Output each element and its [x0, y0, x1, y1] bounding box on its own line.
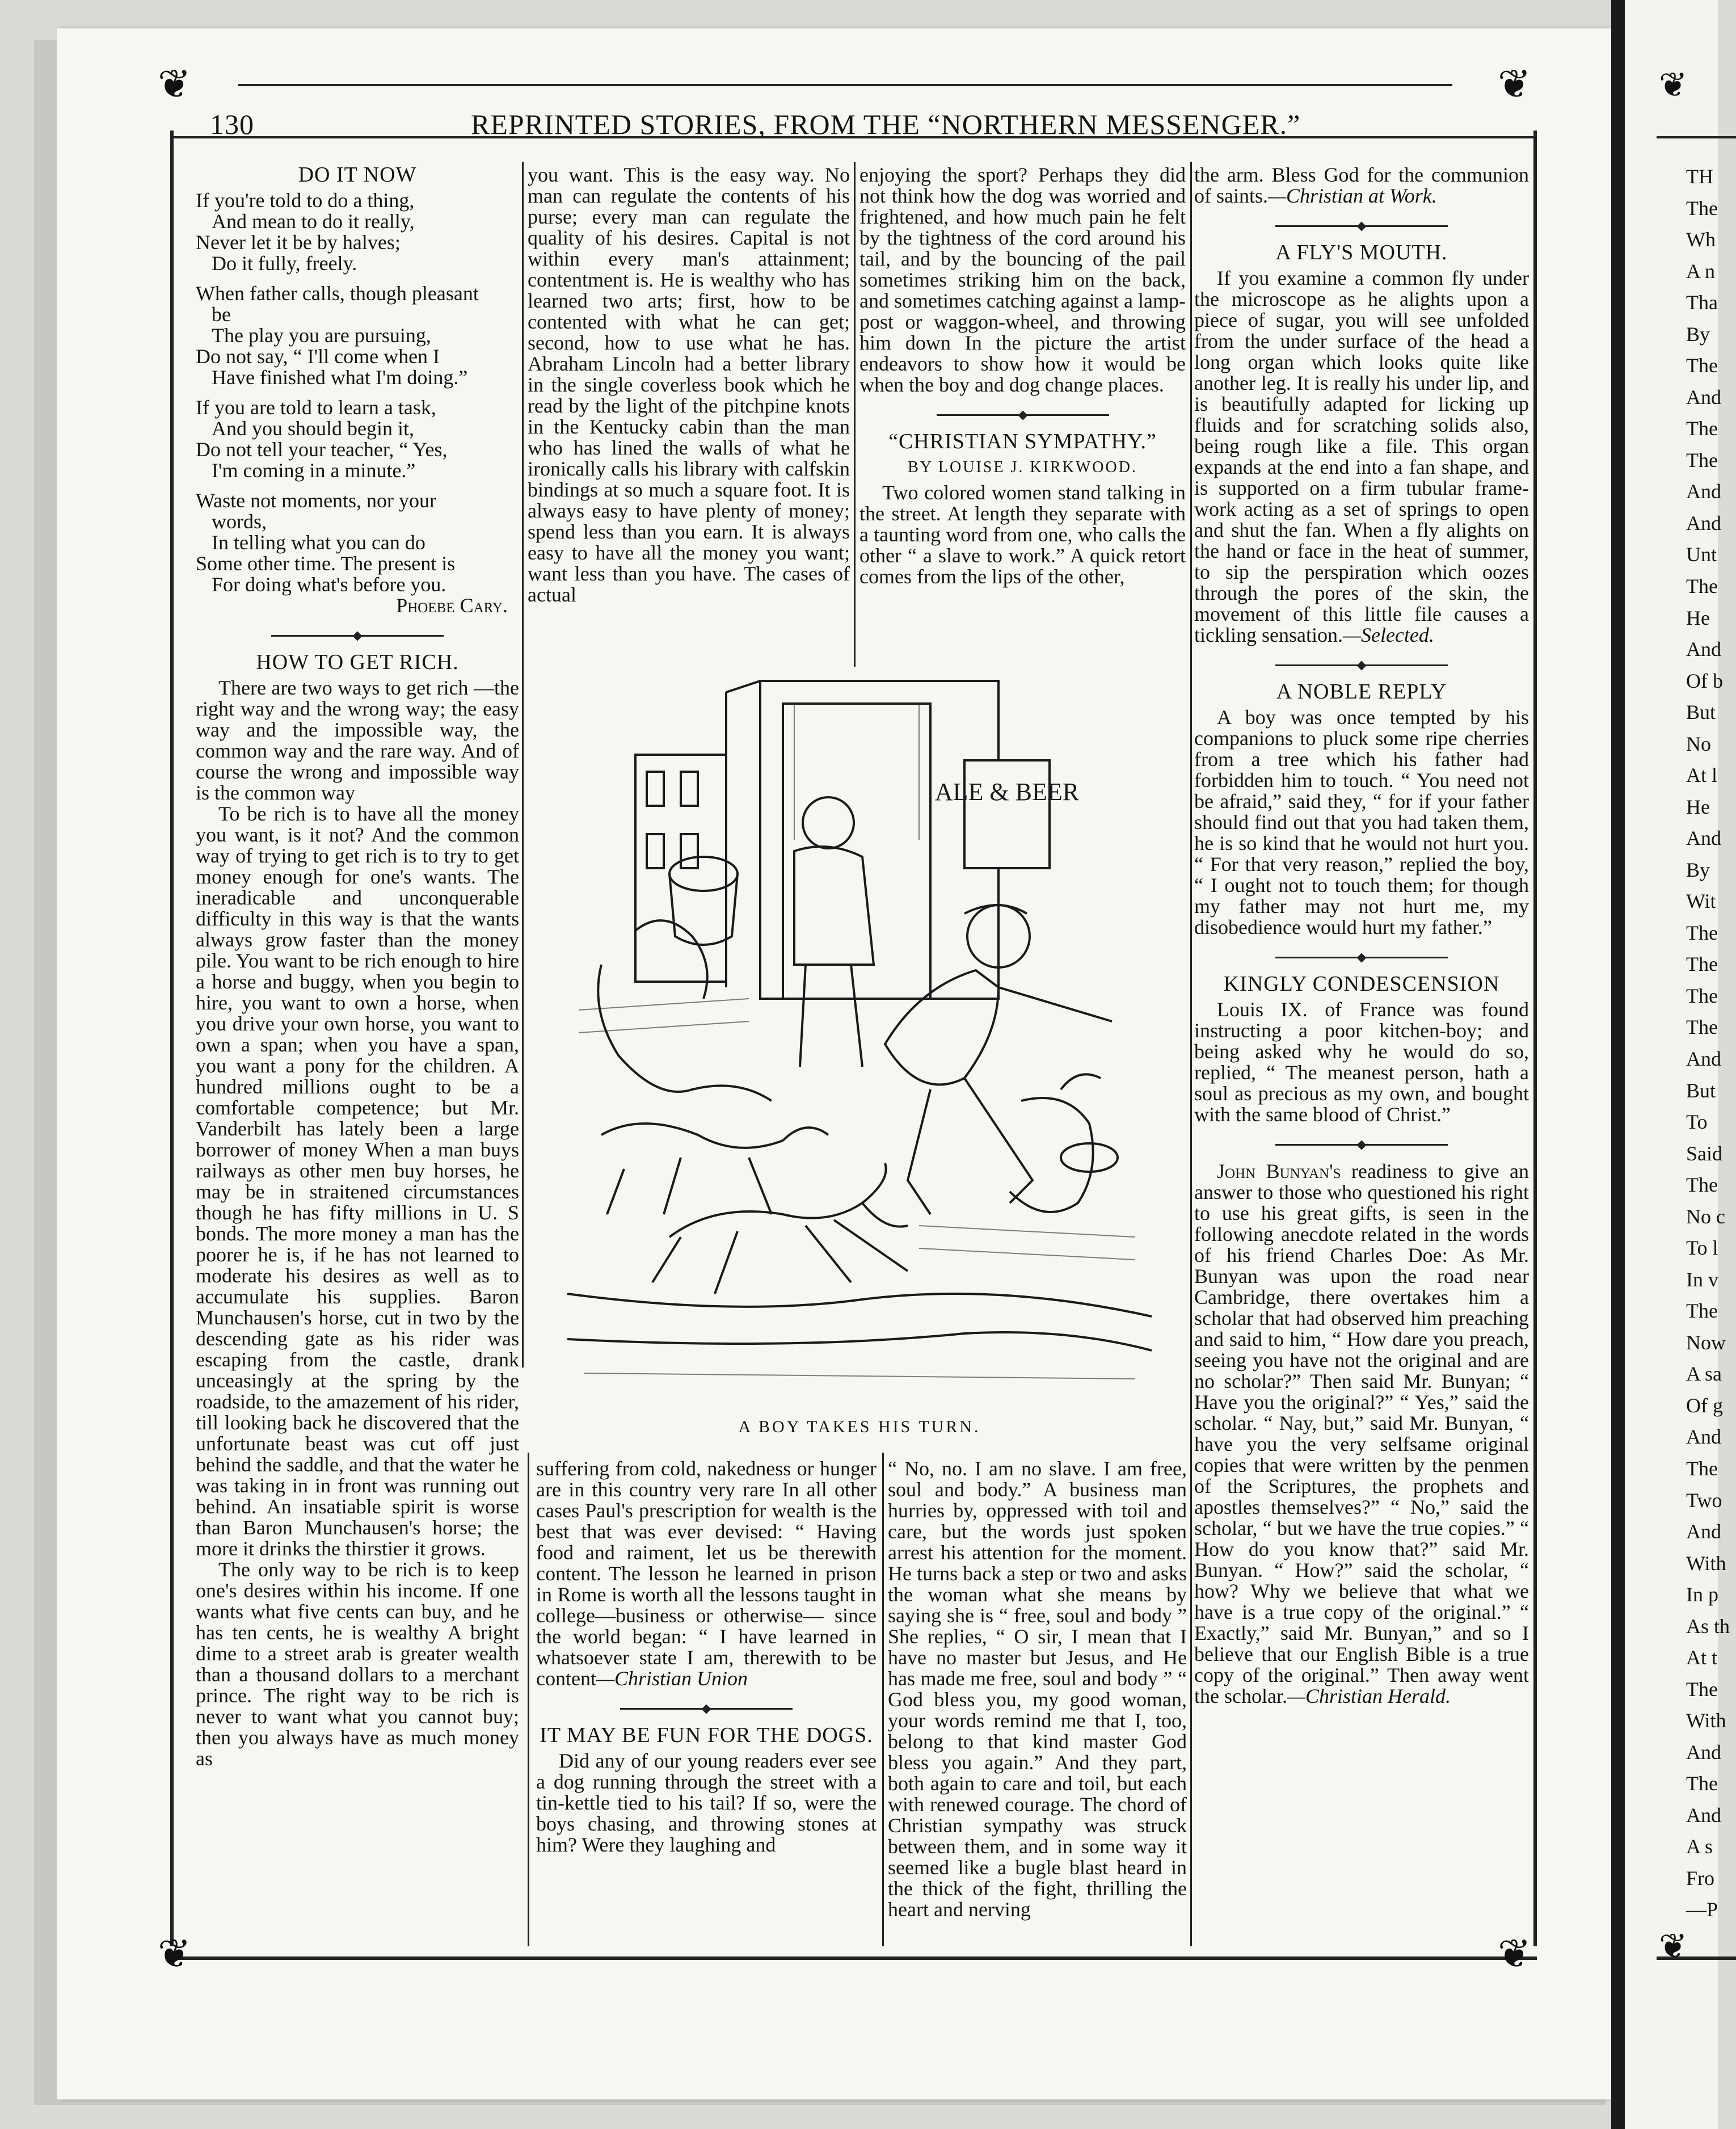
right-page-line: And	[1686, 638, 1721, 660]
corner-ornament-bottom-right: ❦	[1498, 1933, 1531, 1976]
poem-line: Do not say, “ I'll come when I	[196, 345, 440, 368]
right-page-line: The	[1686, 417, 1718, 440]
article-paragraph: A boy was once tempted by his companions to pluck some ripe cherries from a tree which his father had forbidden him to touch. “ You need not be afraid,” said they, “ for if your father should find out that you had taken them, he is so kind that he would not hurt you. “ For that very reason,” replied the boy, “ I ought not to touch them; for though my father may not hurt me, my disobedience would hurt my father.”	[1194, 706, 1529, 939]
poem-line: And you should begin it,	[212, 417, 414, 440]
illustration-caption: A BOY TAKES HIS TURN.	[738, 1417, 981, 1436]
right-page-line: And	[1686, 512, 1721, 535]
bunyan-lead: John Bunyan's	[1217, 1160, 1341, 1183]
right-page-rule	[1657, 136, 1736, 138]
article-title: A NOBLE REPLY	[1276, 680, 1447, 704]
right-page-line: Now	[1686, 1331, 1726, 1354]
frame-bottom-rule	[170, 1957, 1537, 1960]
source-credit: —Christian Union	[596, 1667, 748, 1690]
right-page-line: The	[1686, 1678, 1718, 1701]
right-page-line: And	[1686, 827, 1721, 849]
article-paragraph: John Bunyan's readiness to give an answer to those who questioned his right to use his great gifts, is seen in the following anecdote related in the words of his friend Charles Doe: As Mr. Bunyan was upon the road near Cambridge, there overtakes him a scholar that had observed him preaching and said to him, “ How dare you preach, seeing you have not the original and are no scholar?” Then said Mr. Bunyan; “ Have you the original?” “ Yes,” said the scholar. “ Nay, but,” said Mr. Bunyan, “ have you the very selfsame original copies that were written by the penmen of the Scriptures, the prophets and apostles themselves?” “ No,” said the scholar, “ but we have the true copies.” “ How do you know that?” said Mr. Bunyan. “ How?” said the scholar, “ how? Why we believe that what we have is a true copy of the original.” “ Exactly,” said Mr. Bunyan,” and so I believe that our English Bible is a true copy of the original.” Then away went the scholar.—Christian Herald.	[1194, 1160, 1529, 1707]
right-page-line: Unt	[1686, 543, 1717, 566]
poem-line: In telling what you can do	[212, 531, 425, 554]
article-paragraph: If you examine a common fly under the microscope as he alights upon a piece of sugar, you will see unfolded from the under surface of the head a long organ which looks quite like another leg. It is really his under lip, and is beautifully adapted for licking up fluids and for scratching solids also, being rough like a file. This organ expands at the end into a fan shape, and is supported on a firm tubular frame-work acting as a set of springs to open and shut the fan. When a fly alights on the hand or face in the heat of summer, to sip the perspiration which oozes through the pores of the skin, the movement of this little file causes a tickling sensation.—Selected.	[1194, 267, 1529, 646]
right-page-line: The	[1686, 922, 1718, 944]
right-page-line: The	[1686, 984, 1718, 1007]
story-ending: the arm. Bless God for the communion of saints.—Christian at Work.	[1194, 163, 1529, 207]
right-page-line: The	[1686, 1457, 1718, 1480]
right-page-line: No	[1686, 733, 1711, 755]
right-page-line: The	[1686, 1772, 1718, 1795]
article-title: HOW TO GET RICH.	[256, 650, 459, 674]
column-1	[196, 165, 519, 1769]
poem-line: For doing what's before you.	[212, 573, 446, 596]
right-page-line: But	[1686, 701, 1716, 723]
right-page-line: The	[1686, 449, 1718, 472]
right-page-line: The	[1686, 354, 1718, 377]
column-3-bottom	[888, 1458, 1187, 1920]
column-divider-2	[854, 162, 856, 667]
right-page-line: Wh	[1686, 228, 1716, 251]
book-gutter	[1611, 0, 1625, 2129]
right-page-line: And	[1686, 386, 1721, 409]
right-page-line: To	[1686, 1110, 1708, 1133]
right-page-line: With	[1686, 1709, 1726, 1732]
section-divider	[859, 403, 1186, 424]
poem-line: I'm coming in a minute.”	[212, 459, 416, 482]
source-credit: —Selected.	[1342, 624, 1434, 646]
right-page-line: And	[1686, 1804, 1721, 1827]
right-page-line: By	[1686, 323, 1710, 346]
right-page-line: As th	[1686, 1615, 1730, 1638]
right-page-line: TH	[1686, 165, 1713, 188]
column-divider-2b	[882, 1453, 884, 1946]
right-page-line: Of g	[1686, 1394, 1723, 1417]
right-page-line: Tha	[1686, 291, 1718, 314]
column-divider-3	[1190, 162, 1192, 1946]
right-page-line: The	[1686, 197, 1718, 220]
story-paragraph: Two colored women stand talking in the street. At length they separate with a taunting word from one, who calls the other “ a slave to work.” A quick retort comes from the lips of the other,	[859, 481, 1186, 588]
right-page-line: Two	[1686, 1489, 1722, 1512]
right-page-line: The	[1686, 575, 1718, 598]
right-page-line: But	[1686, 1079, 1716, 1102]
article-paragraph: There are two ways to get rich —the right way and the wrong way; the easy way and the impossible way, the common way and the rare way. And of course the wrong and impossible way is the common way	[196, 676, 519, 804]
poem-author: Phoebe Cary.	[396, 594, 508, 617]
engraving-boy-takes-his-turn	[567, 670, 1152, 1402]
section-divider	[1194, 946, 1529, 967]
story-title: IT MAY BE FUN FOR THE DOGS.	[540, 1723, 873, 1747]
right-page-line: He	[1686, 796, 1710, 818]
corner-ornament-bottom-left: ❦	[158, 1933, 191, 1976]
right-page-line: Fro	[1686, 1867, 1715, 1890]
section-divider	[536, 1697, 877, 1718]
right-page-line: With	[1686, 1552, 1726, 1575]
poem-line: Do it fully, freely.	[212, 252, 357, 275]
right-page-line: Said	[1686, 1142, 1723, 1165]
poem-line: Some other time. The present is	[196, 552, 456, 575]
right-page-line: And	[1686, 1047, 1721, 1070]
running-header	[204, 108, 1509, 142]
right-page-line: The	[1686, 953, 1718, 975]
section-divider	[196, 624, 519, 645]
poem-line: Never let it be by halves;	[196, 231, 401, 254]
right-page-line: At t	[1686, 1646, 1718, 1669]
poem-line: Have finished what I'm doing.”	[212, 366, 468, 389]
right-page-edge	[1625, 0, 1730, 2129]
article-paragraph: To be rich is to have all the money you want, is it not? And the common way of trying to get rich is to try to get money enough for one's wants. The ineradicable and unconquerable difficulty in this way is that the wants always grow faster than the money pile. You want to be rich enough to hire a horse and buggy, when you begin to hire, you want to own a horse, when you drive your own horse, you want to own a span; when you have a span, you want a pony for the children. A hundred millions ought to be a comfortable competence; but Mr. Vanderbilt has lately been a large borrower of money When a man buys railways as other men buy horses, he may be in straitened circumstances though he has fifty millions in U. S bonds. The more money a man has the poorer he is, if he has not learned to moderate his desires as well as to accumulate his supplies. Baron Munchausen's horse, cut in two by the descending gate as his rider was escaping from the castle, drank unceasingly at the spring by the roadside, to the amazement of his rider, till looking back he discovered that the unfortunate beast was cut off just behind the saddle, and that the water he was taking in in front was running out behind. An insatiable spirit is worse than Baron Munchausen's horse; the more it drinks the thirstier it grows.	[196, 802, 519, 1560]
header-rule-top	[238, 84, 1452, 86]
column-4	[1194, 165, 1529, 1707]
article-title: KINGLY CONDESCENSION	[1223, 972, 1500, 996]
section-divider	[1194, 214, 1529, 235]
poem-line: And mean to do it really,	[212, 210, 415, 233]
poem-line: When father calls, though pleasant	[196, 282, 479, 305]
right-page-line: And	[1686, 480, 1721, 503]
page-number: 130	[210, 108, 254, 140]
right-page-line: Wit	[1686, 890, 1716, 912]
corner-ornament-top-left: ❦	[158, 63, 191, 107]
right-page-line: A n	[1686, 260, 1716, 283]
poem-title: DO IT NOW	[298, 163, 417, 187]
right-page-line: He	[1686, 607, 1710, 629]
column-2-bottom	[536, 1458, 877, 1855]
right-page-line: And	[1686, 1520, 1721, 1543]
article-title: A FLY'S MOUTH.	[1275, 241, 1448, 264]
right-page-line: And	[1686, 1741, 1721, 1764]
ale-beer-sign: ALE & BEER	[934, 778, 1080, 806]
poem-line: The play you are pursuing,	[212, 324, 431, 347]
right-page-line: The	[1686, 1016, 1718, 1038]
story-paragraph: Did any of our young readers ever see a dog running through the street with a tin-kettle tied to his tail? If so, were the boys chasing, and throwing stones at him? Were they laughing and	[536, 1749, 877, 1856]
right-page-line: No c	[1686, 1205, 1725, 1228]
poem-line: If you're told to do a thing,	[196, 189, 415, 212]
right-page-line: The	[1686, 1299, 1718, 1322]
column-2-top	[528, 165, 850, 605]
poem-line: Waste not moments, nor your	[196, 489, 437, 512]
story-title: “CHRISTIAN SYMPATHY.”	[888, 430, 1157, 453]
frame-right-rule	[1533, 131, 1537, 1946]
frame-left-rule	[170, 131, 174, 1946]
right-page-line: At l	[1686, 764, 1718, 786]
right-page-line: Of b	[1686, 670, 1723, 692]
source-credit: —Christian Herald.	[1287, 1685, 1451, 1707]
right-page-line: A s	[1686, 1835, 1713, 1858]
section-divider	[1194, 1133, 1529, 1154]
right-page-line: A sa	[1686, 1362, 1722, 1385]
poem-line: be	[212, 303, 231, 326]
poem-line: If you are told to learn a task,	[196, 396, 436, 419]
dogs-story-continuation: enjoying the sport? Perhaps they did not think how the dog was worried and frightened, and how much pain he felt by the tightness of the cord around his tail, and by the bouncing of the pail sometimes striking him on the back, and sometimes catching against a lamp-post or waggon-wheel, and throwing him down In the picture the artist endeavors to show how it would be when the boy and dog change places.	[859, 163, 1186, 396]
source-credit: —Christian at Work.	[1268, 184, 1437, 207]
right-page-line: By	[1686, 859, 1710, 881]
running-title: REPRINTED STORIES, FROM THE “NORTHERN MESSENGER.”	[471, 108, 1301, 140]
poem-line: words,	[212, 510, 267, 533]
right-page-ornament-bottom: ❦	[1659, 1928, 1688, 1965]
article-paragraph: The only way to be rich is to keep one's desires within his income. If one wants what five cents can buy, and he has ten cents, he is wealthy A bright dime to a street arab is greater wealth than a thousand dollars to a merchant prince. The right way to be rich is never to want what you cannot buy; then you always have as much money as	[196, 1558, 519, 1770]
right-page-line: To l	[1686, 1236, 1718, 1259]
right-page-ornament-top: ❦	[1659, 66, 1688, 104]
column-divider-1	[522, 162, 524, 1368]
section-divider	[1194, 654, 1529, 675]
right-page-line: —P	[1686, 1898, 1718, 1921]
column-3-top	[859, 165, 1186, 587]
corner-ornament-top-right: ❦	[1498, 63, 1531, 107]
right-page-line: In v	[1686, 1268, 1718, 1291]
story-continuation: “ No, no. I am no slave. I am free, soul and body.” A business man hurries by, oppressed with toil and care, but the words just spoken arrest his attention for the moment. He turns back a step or two and asks the woman what she means by saying she is “ free, soul and body ” She replies, “ O sir, I mean that I have no master but Jesus, and He has made me free, soul and body ” “ God bless you, my good woman, your words remind me that I, too, belong to that kind master God bless you again.” And they part, both again to care and toil, but each with renewed courage. The chord of Christian sympathy was struck between them, and in some way it seemed like a bugle blast heard in the thick of the fight, thrilling the heart and nerving	[888, 1457, 1187, 1921]
right-page-line: The	[1686, 1173, 1718, 1196]
right-page-line: In p	[1686, 1583, 1718, 1606]
poem-do-it-now	[196, 190, 519, 595]
poem-line: Do not tell your teacher, “ Yes,	[196, 438, 448, 461]
column-divider-1b	[528, 1453, 529, 1946]
article-paragraph: Louis IX. of France was found instructing a poor kitchen-boy; and being asked why he would do so, replied, “ The meanest person, hath a soul as precious as my own, and bought with the same blood of Christ.”	[1194, 998, 1529, 1126]
right-page-line: And	[1686, 1425, 1721, 1448]
story-byline: BY LOUISE J. KIRKWOOD.	[908, 458, 1137, 476]
article-continuation: you want. This is the easy way. No man can regulate the contents of his purse; every man can regulate the quality of his desires. Capital is not within every man's attainment; contentment is. He is wealthy who has learned two arts; first, how to be contented with what he can get; second, how to use what he has. Abraham Lincoln had a better library in the single coverless book which he read by the light of the pitchpine knots in the Kentucky cabin than the man who has lined the walls of what he ironically calls his library with calfskin bindings at so much a square foot. It is always easy to have plenty of money; spend less than you earn. It is always easy to have all the money you want; want less than you have. The cases of actual	[528, 163, 850, 606]
article-continuation: suffering from cold, nakedness or hunger are in this country very rare In all other cases Paul's prescription for wealth is the best that was ever devised: “ Having food and raiment, let us be therewith content. The lesson he learned in prison in Rome is worth all the lessons taught in college—business or otherwise— since the world began: “ I have learned in whatsoever state I am, therewith to be content—Christian Union	[536, 1457, 877, 1690]
